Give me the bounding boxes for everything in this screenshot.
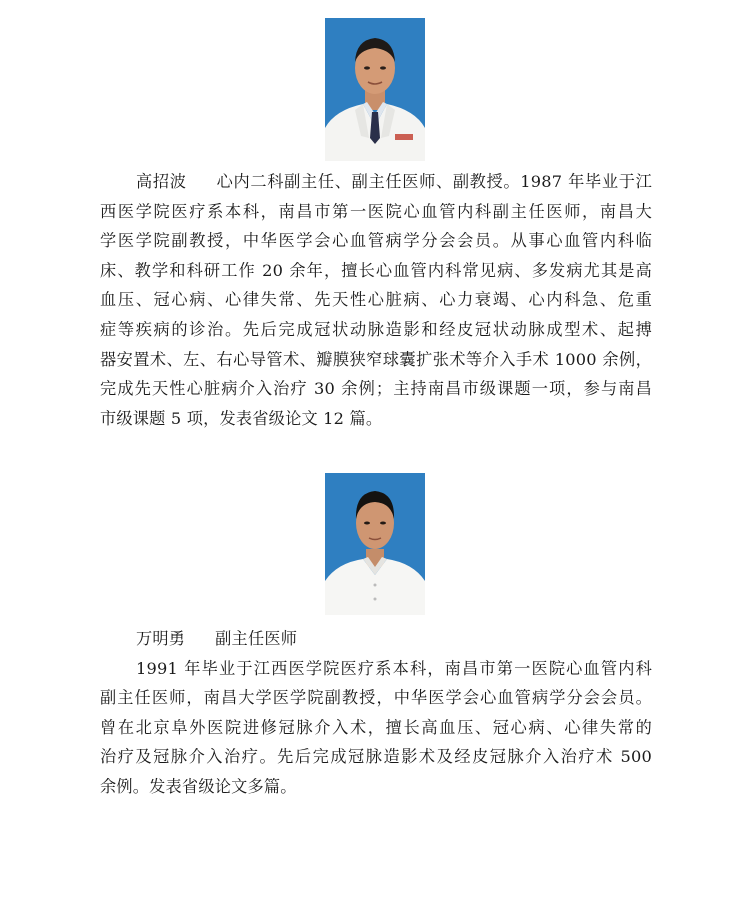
bio-line: 余例。发表省级论文多篇。: [100, 776, 297, 796]
bio-line: 市级课题 5 项，发表省级论文 12 篇。: [100, 408, 383, 428]
doctor-name-2: 万明勇: [136, 629, 186, 648]
bio-line: 学医学院副教授，中华医学会心血管病学分会会员。从事心血管内科临: [100, 231, 652, 251]
doctor-bio-2: [100, 624, 652, 802]
doctor-bio-1: [100, 167, 652, 433]
bio-2-header-line: [100, 624, 652, 654]
doctor-portrait-icon: [325, 18, 425, 161]
bio-line: 完成先天性心脏病介入治疗 30 余例；主持南昌市级课题一项，参与南昌: [100, 379, 652, 399]
bio-line: 西医学院医疗系本科，南昌市第一医院心血管内科副主任医师，南昌大: [100, 201, 652, 221]
doctor-title-2: 副主任医师: [215, 629, 298, 648]
bio-line: 血压、冠心病、心律失常、先天性心脏病、心力衰竭、心内科急、危重: [100, 290, 652, 310]
bio-line: 床、教学和科研工作 20 余年，擅长心血管内科常见病、多发病尤其是高: [100, 260, 652, 280]
doctor-name-1: 高招波: [136, 172, 187, 191]
bio-line: 症等疾病的诊治。先后完成冠状动脉造影和经皮冠状动脉成型术、起搏: [100, 319, 652, 339]
bio-line: 副主任医师，南昌大学医学院副教授，中华医学会心血管病学分会会员。: [100, 688, 652, 708]
doctor-title-1: 心内二科副主任、副主任医师、副教授。1987 年毕业于江: [216, 172, 652, 191]
doctor-photo-1: [325, 18, 425, 161]
bio-line: 曾在北京阜外医院进修冠脉介入术，擅长高血压、冠心病、心律失常的: [100, 717, 652, 737]
bio-1-first-line: [100, 167, 652, 197]
bio-line: 1991 年毕业于江西医学院医疗系本科，南昌市第一医院心血管内科: [136, 658, 652, 678]
doctor-portrait-icon: [325, 473, 425, 615]
bio-line: 治疗及冠脉介入治疗。先后完成冠脉造影术及经皮冠脉介入治疗术 500: [100, 747, 652, 767]
bio-line: 器安置术、左、右心导管术、瓣膜狭窄球囊扩张术等介入手术 1000 余例，: [100, 349, 652, 369]
doctor-photo-2: [325, 473, 425, 615]
